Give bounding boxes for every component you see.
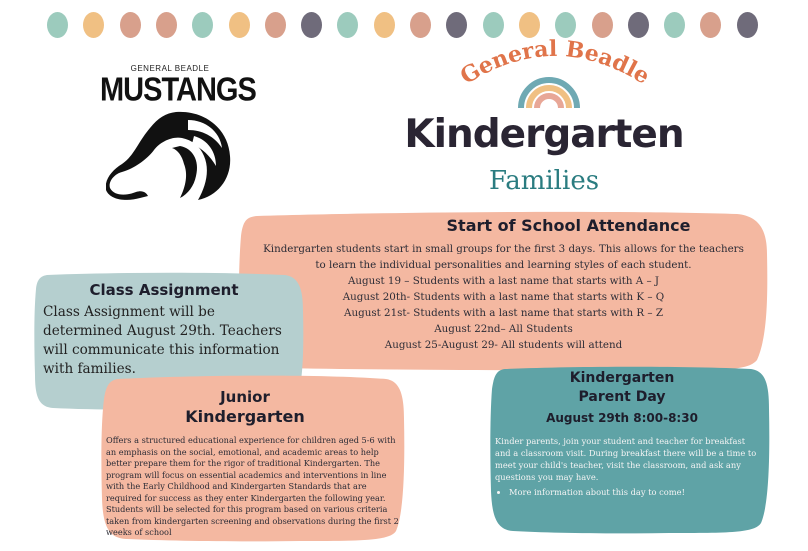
arc-text: General Beadle bbox=[455, 35, 655, 90]
attendance-line: August 21st- Students with a last name that starts with R – Z bbox=[344, 307, 663, 319]
attendance-panel bbox=[237, 210, 770, 372]
decorative-dot bbox=[265, 12, 286, 38]
junior-k-heading-line2: Kindergarten bbox=[185, 407, 305, 426]
attendance-line: August 25-August 29- All students will attend bbox=[384, 339, 623, 351]
decorative-dot bbox=[120, 12, 141, 38]
parent-day-heading-line2: Parent Day bbox=[578, 389, 666, 405]
decorative-dot bbox=[83, 12, 104, 38]
decorative-dot bbox=[700, 12, 721, 38]
horse-head-icon bbox=[106, 106, 234, 202]
decorative-dot bbox=[737, 12, 758, 38]
page-title: Kindergarten bbox=[404, 112, 684, 157]
mustangs-logo bbox=[100, 60, 256, 200]
page-subtitle: Families bbox=[488, 166, 600, 196]
class-assignment-body: Class Assignment will be determined August 29th. Teachers will communicate this information with families. bbox=[43, 304, 282, 377]
parent-day-panel bbox=[489, 365, 771, 535]
decorative-dot bbox=[374, 12, 395, 38]
rainbow-icon bbox=[518, 76, 580, 110]
attendance-line: August 20th- Students with a last name that starts with K – Q bbox=[342, 291, 665, 303]
junior-k-body: Offers a structured educational experience for children aged 5-6 with an emphasis on the social, emotional, and academic areas to help better prepare them for the rigor of traditional Kindergarten. The program will focus on essential academics and interventions in line with the Early Childhood and Kindergarten Standards that are required for success as they enter Kindergarten the following year. Students will be selected for this program based on various criteria taken from kindergarten screening and observations during the first 2 weeks of school bbox=[106, 435, 399, 537]
junior-k-heading-line1: Junior bbox=[220, 388, 270, 406]
decorative-dot bbox=[156, 12, 177, 38]
logo-school-name: GENERAL BEADLE bbox=[130, 64, 210, 73]
parent-day-date: August 29th 8:00-8:30 bbox=[546, 411, 698, 425]
decorative-dot bbox=[229, 12, 250, 38]
junior-kindergarten-panel bbox=[100, 373, 406, 543]
attendance-intro: Kindergarten students start in small groups for the first 3 days. This allows for the teachers to learn the individual personalities and learning styles of each student. bbox=[263, 243, 744, 271]
attendance-line: August 19 – Students with a last name that starts with A – J bbox=[347, 275, 660, 287]
logo-team-name: MUSTANGS bbox=[100, 71, 256, 109]
decorative-dot bbox=[192, 12, 213, 38]
decorative-dot bbox=[47, 12, 68, 38]
attendance-line: August 22nd– All Students bbox=[434, 323, 573, 335]
attendance-heading: Start of School Attendance bbox=[446, 216, 691, 235]
decorative-dot bbox=[410, 12, 431, 38]
class-assignment-heading: Class Assignment bbox=[89, 281, 239, 299]
decorative-dot bbox=[337, 12, 358, 38]
decorative-dot bbox=[301, 12, 322, 38]
parent-day-bullet: • More information about this day to come! bbox=[509, 486, 759, 498]
parent-day-body: Kinder parents, join your student and teacher for breakfast and a classroom visit. During breakfast there will be a time to meet your child's teacher, visit the classroom, and ask any questions you may have. bbox=[495, 436, 757, 482]
parent-day-heading-line1: Kindergarten bbox=[569, 370, 675, 386]
